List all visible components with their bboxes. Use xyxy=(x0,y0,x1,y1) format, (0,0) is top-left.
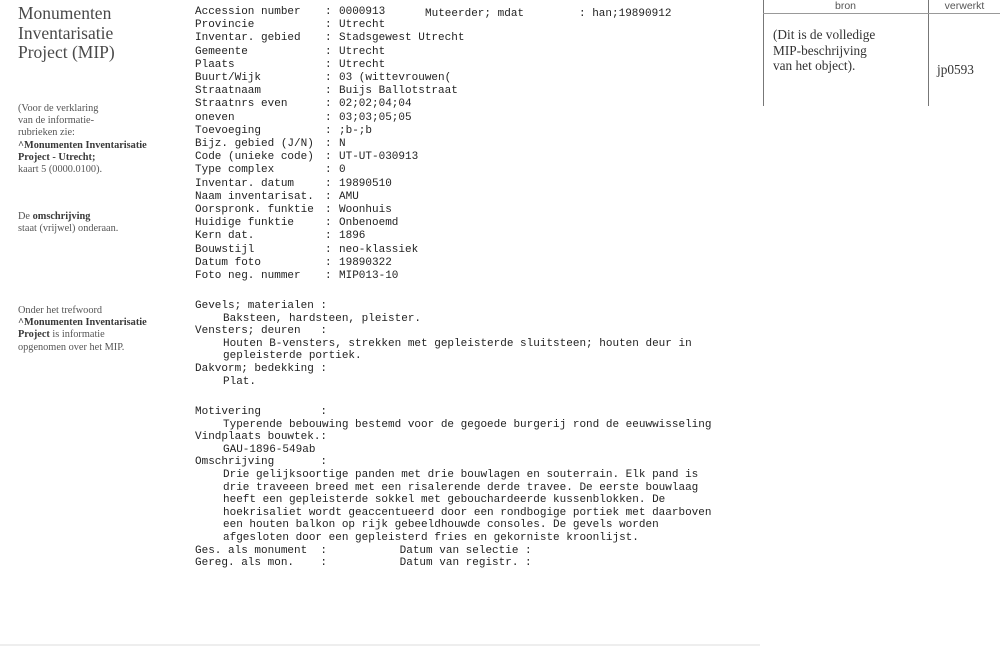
note-text: De xyxy=(18,211,33,222)
field-value: Onbenoemd xyxy=(339,217,399,230)
omschrijving-line: hoekrisaliet wordt geaccentueerd door een rondbogige portiek met daarboven xyxy=(223,506,712,519)
page-bottom-rule xyxy=(0,644,760,646)
vensters-label: Vensters; deuren : xyxy=(195,325,328,338)
field-label: Straatnaam xyxy=(195,85,262,98)
note-line: van de informatie- xyxy=(18,115,95,127)
field-separator: : xyxy=(325,230,332,243)
monument-row: Ges. als monument : Datum van selectie : xyxy=(195,544,532,557)
note-keyword xyxy=(18,305,147,354)
field-separator: : xyxy=(325,243,332,256)
note-legend xyxy=(18,103,147,176)
vensters-value: gepleisterde portiek. xyxy=(223,350,362,363)
field-label: oneven xyxy=(195,111,235,124)
field-label: Gemeente xyxy=(195,45,248,58)
table-divider xyxy=(928,0,929,106)
field-value: Utrecht xyxy=(339,45,386,58)
title-line: Monumenten xyxy=(18,3,112,23)
gevels-value: Baksteen, hardsteen, pleister. xyxy=(223,312,422,325)
field-label: Bijz. gebied (J/N) xyxy=(195,138,314,150)
field-value: 1896 xyxy=(339,230,366,243)
field-label: Inventar. gebied xyxy=(195,32,301,45)
field-separator: : xyxy=(325,270,332,282)
title-line: Inventarisatie xyxy=(18,22,114,43)
field-label: Plaats xyxy=(195,58,235,71)
field-value: Stadsgewest Utrecht xyxy=(339,32,465,45)
field-separator: : xyxy=(325,190,332,203)
table-divider xyxy=(763,0,764,106)
note-bold: omschrijving xyxy=(32,211,91,222)
field-label: Bouwstijl xyxy=(195,243,255,256)
omschrijving-line: afgesloten door een gepleisterd fries en gekorniste kroonlijst. xyxy=(223,531,639,544)
omschrijving-line: heeft een gepleisterde sokkel met gebouchardeerde kussenblokken. De xyxy=(223,494,666,507)
note-line: rubrieken zie: xyxy=(18,127,75,139)
title-line: Project (MIP) xyxy=(18,42,115,62)
field-label: Accession number xyxy=(195,6,301,18)
field-label: Oorspronk. funktie xyxy=(195,204,314,216)
omschrijving-line: drie traveeen breed met een risalerende derde travee. De eerste bouwlaag xyxy=(223,481,699,494)
field-label: Straatnrs even xyxy=(195,98,288,111)
field-separator: : xyxy=(325,111,332,124)
field-label: Buurt/Wijk xyxy=(195,72,262,84)
field-separator: : xyxy=(325,32,332,45)
field-label: Kern dat. xyxy=(195,230,255,243)
mutator-label: Muteerder; mdat xyxy=(425,8,525,20)
note-text: is informatie xyxy=(49,329,105,341)
field-separator: : xyxy=(325,124,332,137)
note-line: Onder het trefwoord xyxy=(18,305,103,316)
field-label: Inventar. datum xyxy=(195,177,295,190)
motivation-block xyxy=(195,406,711,570)
gevels-label: Gevels; materialen : xyxy=(195,300,328,312)
field-value: N xyxy=(339,138,346,150)
field-value: 0 xyxy=(339,164,346,177)
field-label: Huidige funktie xyxy=(195,217,295,230)
vindplaats-value: GAU-1896-549ab xyxy=(223,443,316,456)
field-separator: : xyxy=(325,45,332,58)
field-label: Toevoeging xyxy=(195,124,262,137)
source-description xyxy=(773,27,875,74)
note-description-hint xyxy=(18,211,118,235)
field-label: Naam inventarisat. xyxy=(195,190,314,203)
field-value: neo-klassiek xyxy=(339,243,419,256)
note-line: kaart 5 (0000.0100). xyxy=(18,164,103,176)
field-value: ;b-;b xyxy=(339,124,373,137)
motivering-value: Typerende bebouwing bestemd voor de gegoede burgerij rond de eeuwwisseling xyxy=(223,418,712,431)
field-separator: : xyxy=(325,58,332,71)
source-table xyxy=(763,0,1000,106)
field-separator: : xyxy=(325,72,332,84)
dakvorm-value: Plat. xyxy=(223,375,257,388)
source-description-line: MIP-beschrijving xyxy=(773,42,867,58)
note-line: opgenomen over het MIP. xyxy=(18,341,125,353)
field-separator: : xyxy=(325,6,332,18)
field-label: Provincie xyxy=(195,19,255,32)
field-value: 02;02;04;04 xyxy=(339,98,412,111)
motivering-label: Motivering : xyxy=(195,406,328,418)
mutator-value: : han;19890912 xyxy=(579,8,672,20)
field-separator: : xyxy=(325,98,332,111)
note-bold-line: Project - Utrecht; xyxy=(18,151,96,163)
processed-code: jp0593 xyxy=(937,62,974,77)
vindplaats-label: Vindplaats bouwtek.: xyxy=(195,431,328,444)
table-header-rule xyxy=(763,13,1000,14)
field-value: Utrecht xyxy=(339,58,386,71)
field-value: 0000913 xyxy=(339,6,386,18)
source-description-line: (Dit is de volledige xyxy=(773,27,876,42)
field-separator: : xyxy=(325,204,332,216)
field-value: Woonhuis xyxy=(339,204,392,216)
field-separator: : xyxy=(325,177,332,190)
field-separator: : xyxy=(325,138,332,150)
field-value: Buijs Ballotstraat xyxy=(339,85,458,98)
column-header-verwerkt: verwerkt xyxy=(944,0,985,12)
dakvorm-label: Dakvorm; bedekking : xyxy=(195,362,328,375)
field-separator: : xyxy=(325,85,332,98)
source-description-line: van het object). xyxy=(773,58,856,73)
field-value: 19890322 xyxy=(339,256,392,269)
document-title xyxy=(18,4,115,63)
field-separator: : xyxy=(325,19,332,32)
note-line: staat (vrijwel) onderaan. xyxy=(18,223,119,235)
note-line: (Voor de verklaring xyxy=(18,103,99,114)
registration-row: Gereg. als mon. : Datum van registr. : xyxy=(195,557,532,570)
note-bold: Project xyxy=(18,329,50,341)
field-label: Type complex xyxy=(195,164,275,177)
field-value: 03;03;05;05 xyxy=(339,111,412,124)
omschrijving-label: Omschrijving : xyxy=(195,456,328,469)
field-separator: : xyxy=(325,217,332,230)
field-value: 03 (wittevrouwen( xyxy=(339,72,452,84)
field-separator: : xyxy=(325,256,332,269)
field-separator: : xyxy=(325,164,332,177)
field-value: 19890510 xyxy=(339,177,392,190)
field-value: UT-UT-030913 xyxy=(339,151,419,164)
field-value: Utrecht xyxy=(339,19,386,32)
field-value: MIP013-10 xyxy=(339,270,399,282)
vensters-value: Houten B-vensters, strekken met gepleisterde sluitsteen; houten deur in xyxy=(223,337,692,350)
omschrijving-line: Drie gelijksoortige panden met drie bouwlagen en souterrain. Elk pand is xyxy=(223,468,699,481)
field-label: Datum foto xyxy=(195,256,262,269)
note-bold-line: ^Monumenten Inventarisatie xyxy=(18,139,147,151)
note-bold-line: ^Monumenten Inventarisatie xyxy=(18,317,147,329)
column-header-bron: bron xyxy=(834,0,856,12)
omschrijving-line: een houten balkon op rijk gebeeldhouwde consoles. De gevels worden xyxy=(223,519,659,532)
field-label: Foto neg. nummer xyxy=(195,270,301,282)
field-label: Code (unieke code) xyxy=(195,151,314,164)
description-block xyxy=(195,300,692,388)
field-separator: : xyxy=(325,151,332,164)
field-value: AMU xyxy=(339,190,359,203)
